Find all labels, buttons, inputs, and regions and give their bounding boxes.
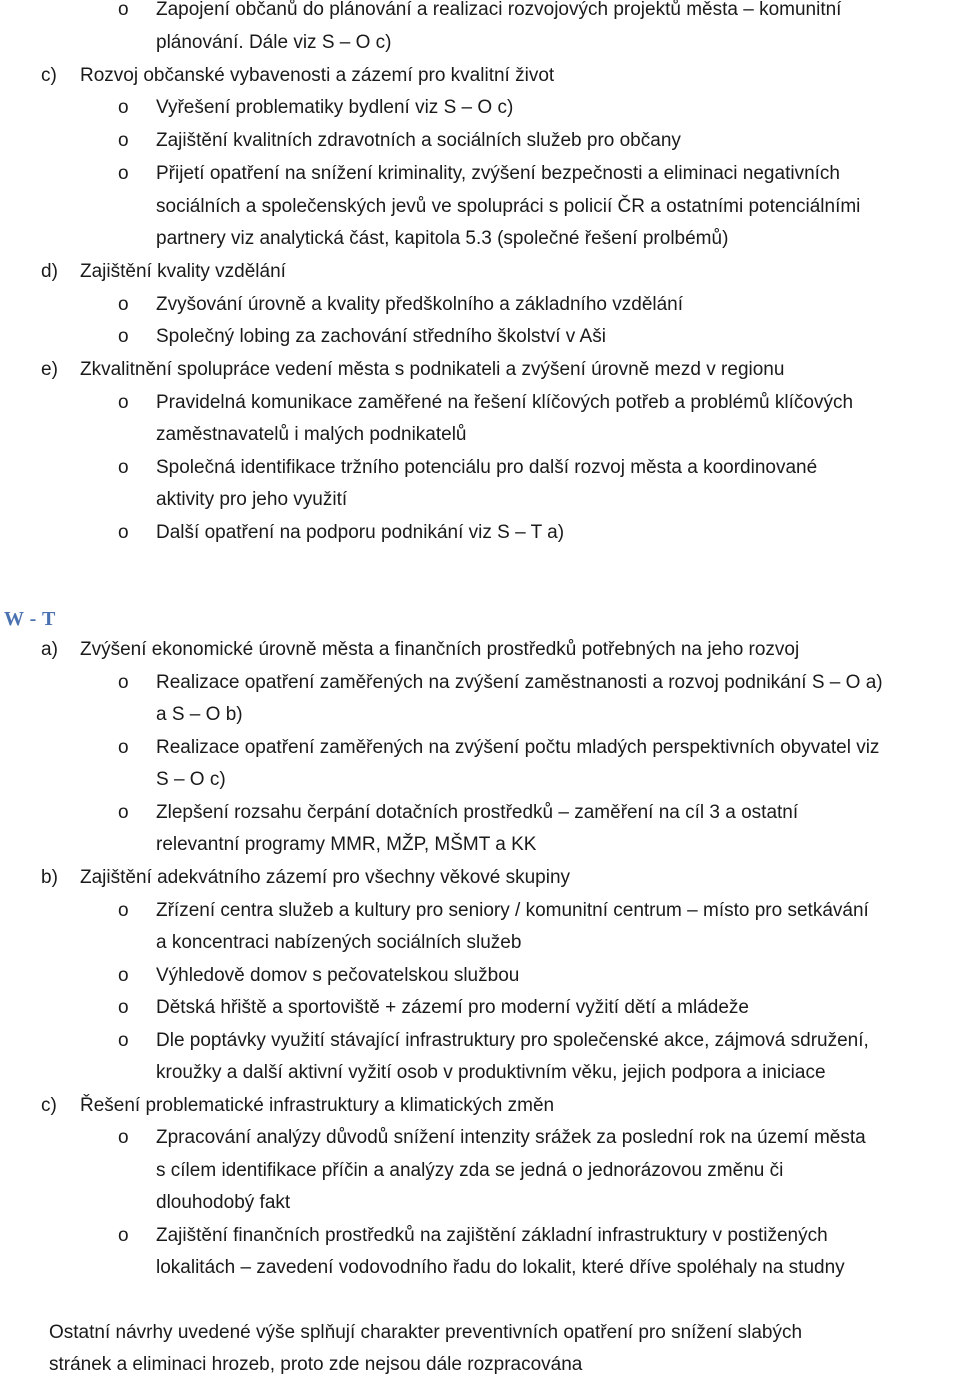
list-item-text: Společný lobing za zachování středního školství v Aši	[156, 326, 606, 347]
list-item-text: Řešení problematické infrastruktury a klimatických změn	[80, 1095, 555, 1116]
list-item-text: Přijetí opatření na snížení kriminality, zvýšení bezpečnosti a eliminaci negativních	[156, 163, 840, 184]
paragraph-line: stránek a eliminaci hrozeb, proto zde nejsou dále rozpracována	[49, 1354, 583, 1375]
list-marker: o	[118, 965, 129, 986]
list-item-text: Zlepšení rozsahu čerpání dotačních prostředků – zaměření na cíl 3 a ostatní	[156, 802, 799, 823]
list-marker: o	[118, 1127, 129, 1148]
list-item-text: partnery viz analytická část, kapitola 5.3 (společné řešení prolbémů)	[156, 228, 729, 249]
list-item-text: sociálních a společenských jevů ve spolupráci s policií ČR a ostatními potenciálními	[156, 196, 861, 217]
list-item-text: Zvýšení ekonomické úrovně města a finančních prostředků potřebných na jeho rozvoj	[80, 639, 800, 660]
list-marker: o	[118, 802, 129, 823]
list-marker: o	[118, 163, 129, 184]
list-marker: o	[118, 457, 129, 478]
list-item-text: a S – O b)	[156, 704, 243, 725]
list-item-text: s cílem identifikace příčin a analýzy zda se jedná o jednorázovou změnu či	[156, 1160, 784, 1181]
list-item-text: Společná identifikace tržního potenciálu pro další rozvoj města a koordinované	[156, 457, 818, 478]
list-item-text: Rozvoj občanské vybavenosti a zázemí pro kvalitní život	[80, 65, 555, 86]
list-marker: c)	[41, 1095, 57, 1116]
paragraph-line: Ostatní návrhy uvedené výše splňují charakter preventivních opatření pro snížení slabých	[49, 1322, 803, 1343]
list-item-text: Vyřešení problematiky bydlení viz S – O c)	[156, 97, 514, 118]
list-item-text: dlouhodobý fakt	[156, 1192, 291, 1213]
list-marker: e)	[41, 359, 58, 380]
list-item-text: Realizace opatření zaměřených na zvýšení zaměstnanosti a rozvoj podnikání S – O a)	[156, 672, 883, 693]
list-marker: o	[118, 0, 129, 20]
list-item-text: Dětská hřiště a sportoviště + zázemí pro moderní vyžití dětí a mládeže	[156, 997, 749, 1018]
list-marker: a)	[41, 639, 58, 660]
list-item-text: Zřízení centra služeb a kultury pro seniory / komunitní centrum – místo pro setkávání	[156, 900, 869, 921]
list-item-text: Dle poptávky využití stávající infrastruktury pro společenské akce, zájmová sdružení,	[156, 1030, 869, 1051]
list-marker: o	[118, 737, 129, 758]
list-item-text: relevantní programy MMR, MŽP, MŠMT a KK	[156, 834, 537, 855]
list-marker: o	[118, 672, 129, 693]
list-item-text: Výhledově domov s pečovatelskou službou	[156, 965, 520, 986]
list-marker: c)	[41, 65, 57, 86]
list-marker: b)	[41, 867, 58, 888]
list-item-text: S – O c)	[156, 769, 226, 790]
list-item-text: Zajištění adekvátního zázemí pro všechny věkové skupiny	[80, 867, 571, 888]
list-marker: o	[118, 130, 129, 151]
list-marker: o	[118, 294, 129, 315]
section-heading-wt: W - T	[4, 608, 56, 630]
list-item-text: Další opatření na podporu podnikání viz S – T a)	[156, 522, 565, 543]
list-item-text: zaměstnavatelů i malých podnikatelů	[156, 424, 467, 445]
list-item-text: Zpracování analýzy důvodů snížení intenzity srážek za poslední rok na území města	[156, 1127, 866, 1148]
list-item-text: lokalitách – zavedení vodovodního řadu do lokalit, které dříve spoléhaly na studny	[156, 1257, 845, 1278]
list-item-text: Zkvalitnění spolupráce vedení města s podnikateli a zvýšení úrovně mezd v regionu	[80, 359, 785, 380]
list-item-text: aktivity pro jeho využití	[156, 489, 348, 510]
list-item-text: Zajištění kvalitních zdravotních a sociálních služeb pro občany	[156, 130, 681, 151]
list-marker: o	[118, 392, 129, 413]
list-marker: o	[118, 900, 129, 921]
list-item-text: Pravidelná komunikace zaměřené na řešení klíčových potřeb a problémů klíčových	[156, 392, 854, 413]
list-item-text: Zajištění finančních prostředků na zajištění základní infrastruktury v postižených	[156, 1225, 828, 1246]
list-marker: o	[118, 522, 129, 543]
list-marker: d)	[41, 261, 58, 282]
list-item-text: Realizace opatření zaměřených na zvýšení počtu mladých perspektivních obyvatel viz	[156, 737, 880, 758]
list-item-text: Zapojení občanů do plánování a realizaci rozvojových projektů města – komunitní	[156, 0, 842, 20]
list-item-text: Zajištění kvality vzdělání	[80, 261, 286, 282]
list-item-text: kroužky a další aktivní vyžití osob v produktivním věku, jejich podpora a iniciace	[156, 1062, 826, 1083]
list-marker: o	[118, 326, 129, 347]
list-marker: o	[118, 1030, 129, 1051]
list-marker: o	[118, 97, 129, 118]
list-item-text: Zvyšování úrovně a kvality předškolního a základního vzdělání	[156, 294, 684, 315]
list-item-text: a koncentraci nabízených sociálních služeb	[156, 932, 522, 953]
list-marker: o	[118, 997, 129, 1018]
list-item-text: plánování. Dále viz S – O c)	[156, 32, 392, 53]
list-marker: o	[118, 1225, 129, 1246]
